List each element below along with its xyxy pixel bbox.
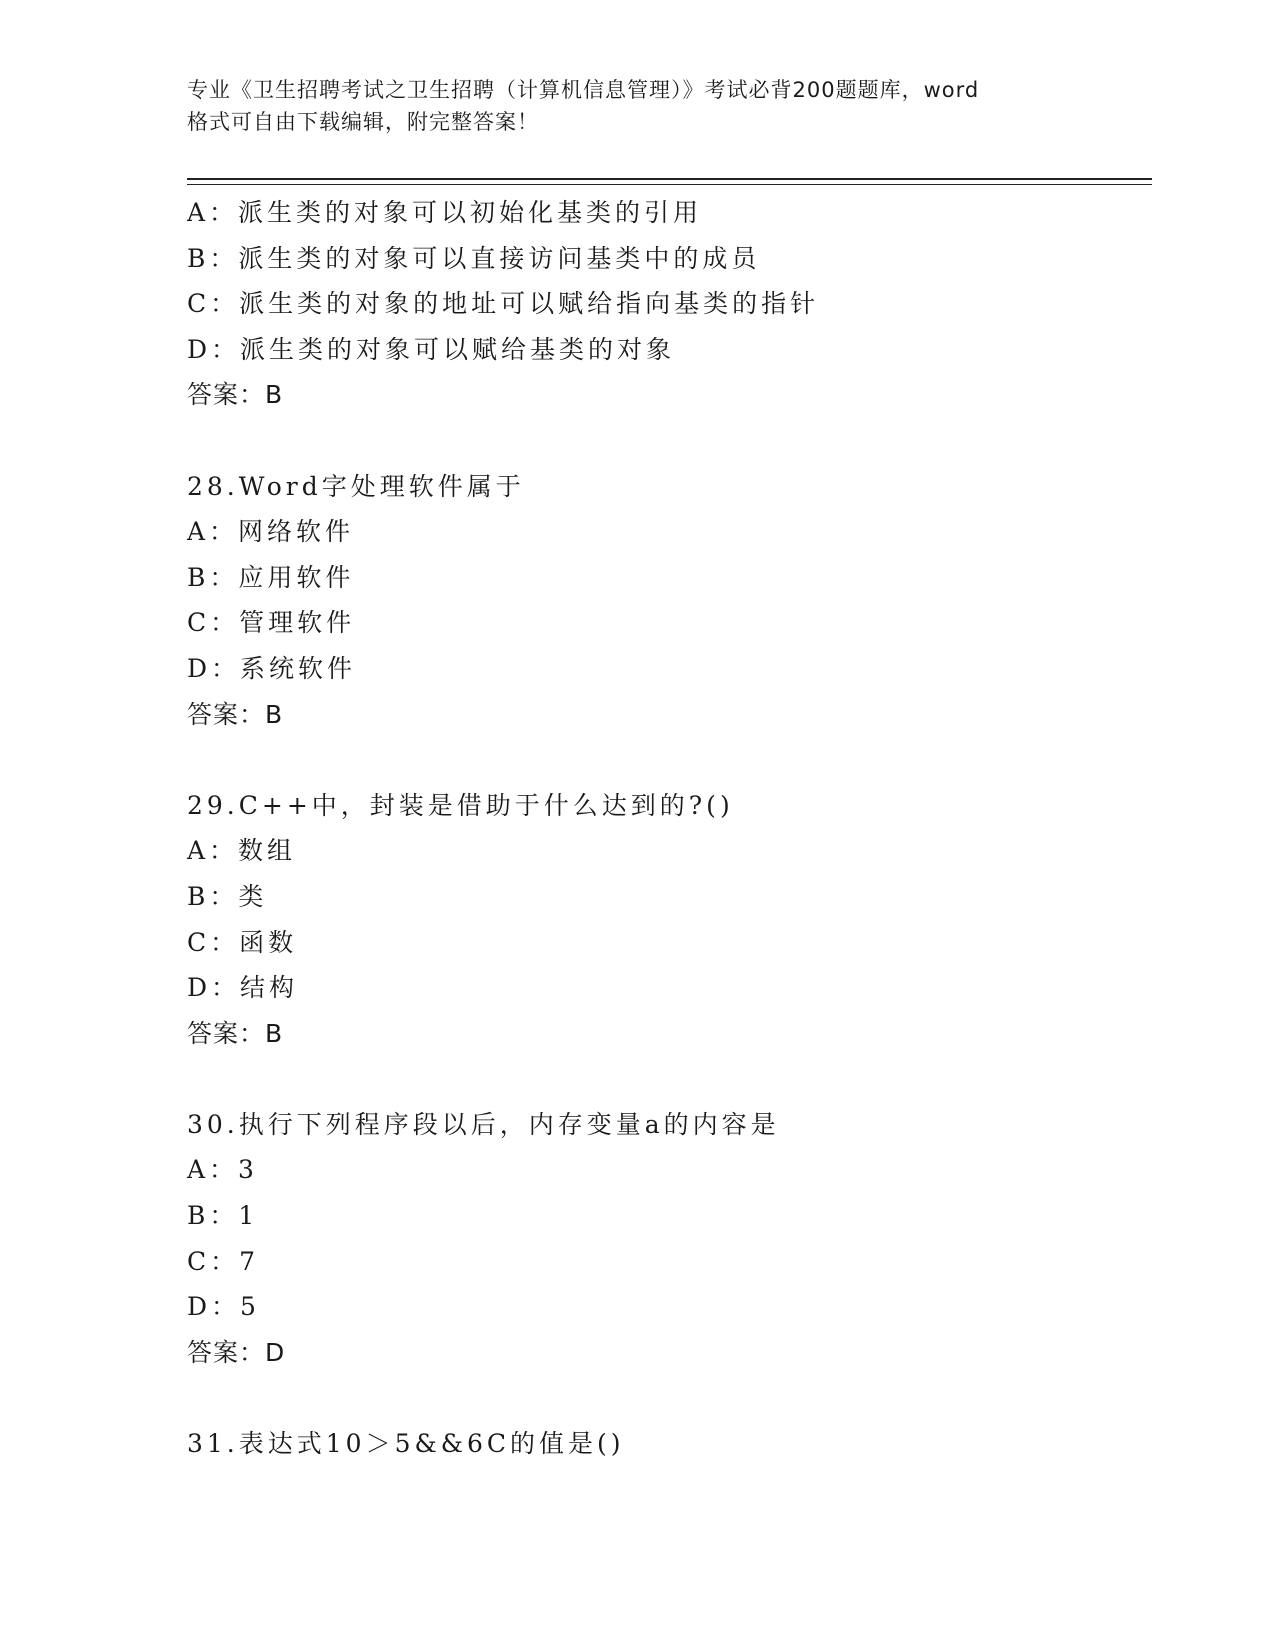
option-d: D：系统软件	[187, 653, 357, 683]
option-c: C：函数	[187, 927, 298, 957]
header-divider-thin	[187, 184, 1152, 185]
spacer	[187, 1056, 1087, 1102]
question-block	[187, 190, 1087, 418]
question-block	[187, 783, 1087, 1057]
option-a: A：3	[187, 1155, 258, 1185]
option-a: A：数组	[187, 836, 297, 866]
option-a: A：网络软件	[187, 517, 355, 547]
question-block	[187, 1102, 1087, 1376]
question-list	[187, 190, 1087, 1467]
answer-line: 答案：B	[187, 380, 284, 410]
option-d: D：5	[187, 1292, 260, 1322]
answer-line: 答案：B	[187, 699, 284, 729]
option-b: B：派生类的对象可以直接访问基类中的成员	[187, 243, 761, 273]
question-title: 30.执行下列程序段以后，内存变量a的内容是	[187, 1109, 780, 1139]
option-c: C：派生类的对象的地址可以赋给指向基类的指针	[187, 289, 820, 319]
answer-line: 答案：B	[187, 1018, 284, 1048]
question-title: 28.Word字处理软件属于	[187, 471, 525, 501]
option-b: B：1	[187, 1201, 259, 1231]
option-d: D：派生类的对象可以赋给基类的对象	[187, 334, 676, 364]
question-title: 31.表达式10＞5&&6C的值是()	[187, 1429, 625, 1459]
spacer	[187, 418, 1087, 464]
question-block	[187, 464, 1087, 738]
question-block	[187, 1421, 1087, 1467]
option-b: B：类	[187, 881, 268, 911]
option-c: C：管理软件	[187, 608, 356, 638]
header-line-1: 专业《卫生招聘考试之卫生招聘（计算机信息管理）》考试必背200题题库，word	[187, 78, 980, 102]
option-d: D：结构	[187, 973, 299, 1003]
question-title: 29.C++中，封装是借助于什么达到的?()	[187, 790, 734, 820]
option-b: B：应用软件	[187, 562, 355, 592]
header-divider	[187, 178, 1152, 180]
answer-line: 答案：D	[187, 1337, 286, 1367]
spacer	[187, 1375, 1087, 1421]
option-a: A：派生类的对象可以初始化基类的引用	[187, 198, 703, 227]
document-header	[187, 74, 1087, 138]
spacer	[187, 737, 1087, 783]
option-c: C：7	[187, 1246, 260, 1276]
header-line-2: 格式可自由下载编辑，附完整答案！	[187, 110, 539, 134]
